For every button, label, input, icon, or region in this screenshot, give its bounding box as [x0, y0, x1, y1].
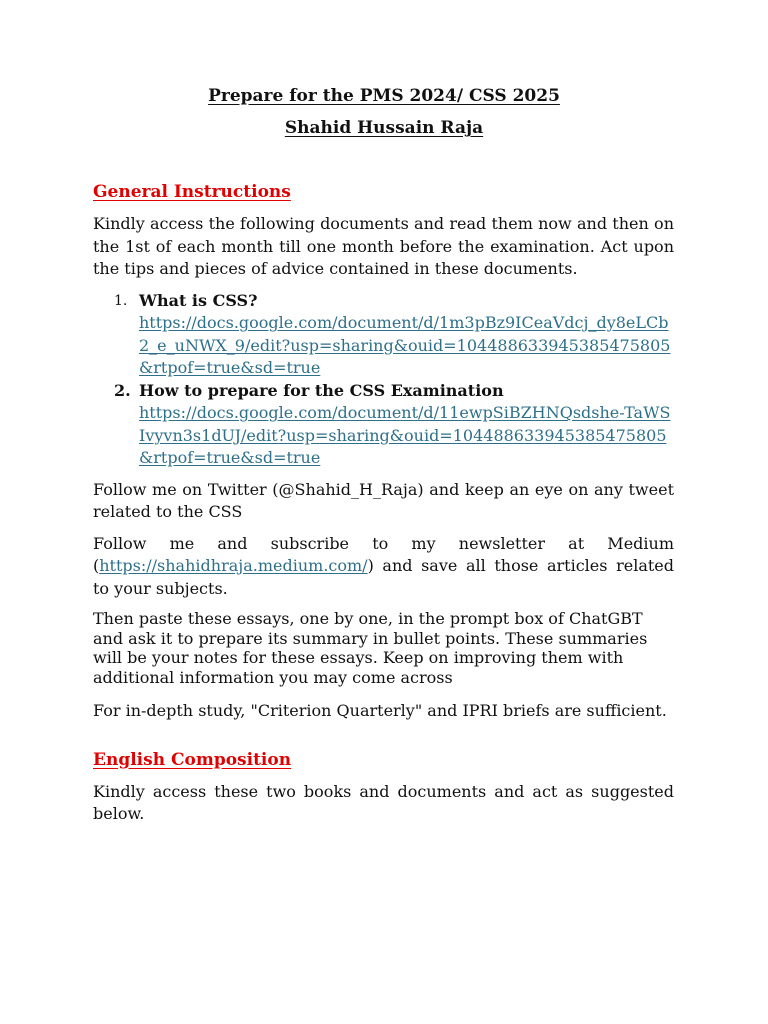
chatgpt-paragraph: Then paste these essays, one by one, in the prompt box of ChatGBT and ask it to prepare its summary in bullet points. These summaries will be your notes for these essays. Keep on improving them with additional information you may come across [93, 609, 648, 687]
twitter-paragraph: Follow me on Twitter (@Shahid_H_Raja) and keep an eye on any tweet related to the CSS [93, 479, 674, 521]
list-item [93, 290, 674, 380]
medium-paragraph [93, 533, 674, 601]
document-body [93, 180, 674, 835]
list-number: 2. [114, 380, 131, 400]
english-composition-intro: Kindly access these two books and documents and act as suggested below. [93, 781, 674, 823]
general-instructions-heading: General Instructions [93, 182, 291, 202]
general-instructions-intro: Kindly access the following documents and read them now and then on the 1st of each month till one month before the examination. Act upon the tips and pieces of advice contained in these documents. [93, 214, 674, 278]
list-number: 1. [114, 292, 128, 309]
list-item-title: What is CSS? [139, 290, 258, 310]
documents-list [93, 290, 674, 470]
medium-text-after: ) and save all those articles related to your subjects. [93, 556, 674, 598]
document-author: Shahid Hussain Raja [284, 118, 484, 138]
list-item-title: How to prepare for the CSS Examination [139, 380, 504, 400]
document-link-what-is-css[interactable]: https://docs.google.com/document/d/1m3pBz9ICeaVdcj_dy8eLCb2_e_uNWX_9/edit?usp=sharing&ouid=104488633945385475805&rtpof=true&sd=true [139, 313, 671, 377]
medium-link[interactable]: https://shahidhraja.medium.com/ [99, 556, 368, 575]
list-item [93, 380, 674, 470]
document-link-how-to-prepare[interactable]: https://docs.google.com/document/d/11ewpSiBZHNQsdshe-TaWSIvyvn3s1dUJ/edit?usp=sharing&ouid=104488633945385475805&rtpof=true&sd=true [139, 403, 671, 467]
medium-text-before: Follow me and subscribe to my newsletter at Medium ( [93, 533, 674, 575]
document-title: Prepare for the PMS 2024/ CSS 2025 [208, 86, 560, 106]
spacer [93, 732, 674, 748]
indepth-paragraph: For in-depth study, "Criterion Quarterly" and IPRI briefs are sufficient. [93, 701, 667, 720]
english-composition-heading: English Composition [93, 749, 292, 770]
